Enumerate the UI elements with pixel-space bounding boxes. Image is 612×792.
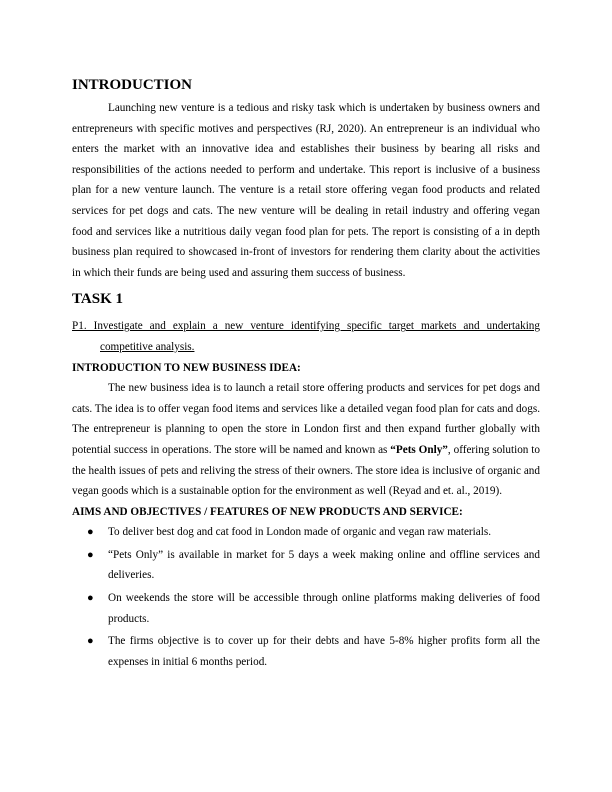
bullet-icon: ● bbox=[87, 592, 94, 605]
aims-list bbox=[72, 522, 540, 672]
business-idea-paragraph bbox=[72, 378, 540, 502]
list-item-text: To deliver best dog and cat food in London made of organic and vegan raw materials. bbox=[108, 526, 491, 539]
business-idea-text-before: The new business idea is to launch a retail store offering products and services for pet dogs and cats. The idea is to offer vegan food items and services like a detailed vegan food plan for cats and dogs. The entrepreneur is planning to open the store in London first and then expand further globally with potential success in operations. The store will be named and known as bbox=[72, 382, 540, 456]
list-item bbox=[72, 545, 540, 586]
business-idea-heading: INTRODUCTION TO NEW BUSINESS IDEA: bbox=[72, 361, 301, 374]
list-item-text: “Pets Only” is available in market for 5 days a week making online and offline services and deliveries. bbox=[108, 548, 540, 582]
list-item-text: On weekends the store will be accessible through online platforms making deliveries of food products. bbox=[108, 592, 540, 625]
introduction-paragraph: Launching new venture is a tedious and risky task which is undertaken by business owners and entrepreneurs with specific motives and perspectives (RJ, 2020). An entrepreneur is an individual who enters the market with an innovative idea and establishes their business by bearing all risks and responsibilities of the actions needed to perform and undertake. This report is inclusive of a business plan for a new venture launch. The venture is a retail store offering vegan food products and related services for pet dogs and cats. The new venture will be dealing in retail industry and offering vegan food and services like a nutritious daily vegan food plan for pets. The report is consisting of a in depth business plan required to showcased in-front of investors for rendering them clarity about the activities in which their funds are being used and assuring them success of business. bbox=[72, 102, 540, 279]
bullet-icon: ● bbox=[87, 548, 94, 561]
introduction-heading: INTRODUCTION bbox=[72, 77, 193, 93]
list-item bbox=[72, 522, 540, 543]
list-item bbox=[72, 588, 540, 629]
bullet-icon: ● bbox=[87, 635, 94, 648]
task1-question: P1. Investigate and explain a new venture identifying specific target markets and undertaking competitive analysis. bbox=[72, 320, 540, 353]
list-item bbox=[72, 631, 540, 672]
bullet-icon: ● bbox=[87, 526, 94, 539]
document-page bbox=[72, 74, 540, 674]
store-name: “Pets Only” bbox=[390, 443, 448, 456]
aims-heading: AIMS AND OBJECTIVES / FEATURES OF NEW PRODUCTS AND SERVICE: bbox=[72, 505, 463, 518]
task1-heading: TASK 1 bbox=[72, 291, 123, 308]
business-idea-text-after: , offering solution to the health issues of pets and reliving the stress of their owners. The store idea is inclusive of organic and vegan goods which is a sustainable option for the environment as well (Reyad and et. al., 2019). bbox=[72, 443, 540, 498]
list-item-text: The firms objective is to cover up for their debts and have 5-8% higher profits form all the expenses in initial 6 months period. bbox=[108, 635, 540, 668]
